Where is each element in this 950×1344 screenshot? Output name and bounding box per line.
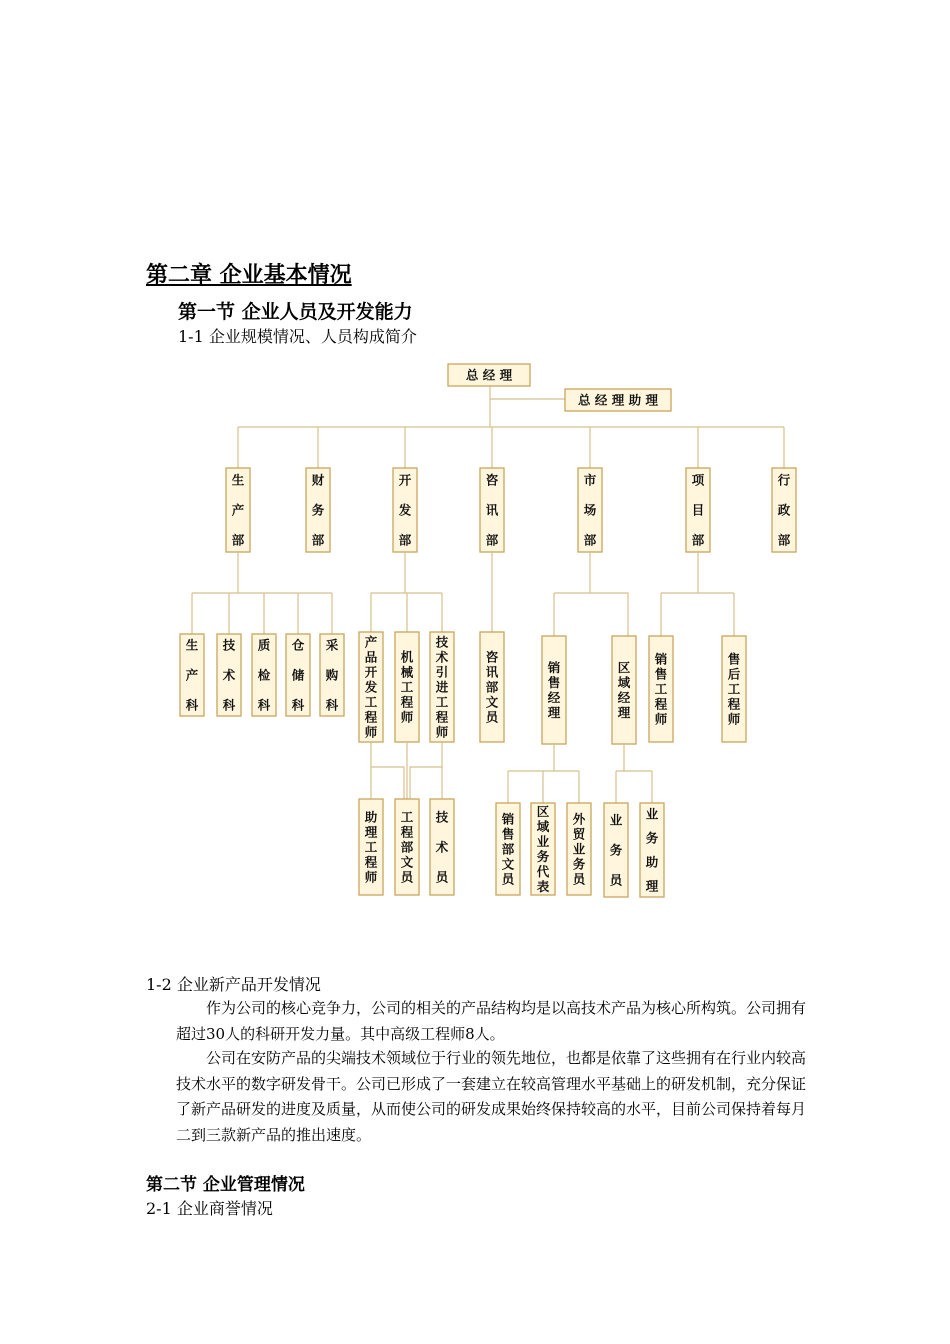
- org-node-label: 总 经 理 助 理: [578, 392, 658, 408]
- org-node: [320, 634, 344, 716]
- org-node: [180, 634, 204, 716]
- org-node-label: 业务员: [609, 812, 623, 888]
- org-node: [612, 636, 636, 744]
- org-node: [640, 803, 664, 897]
- org-node-label: 生产部: [231, 472, 245, 548]
- org-node-label: 机械工程师: [400, 649, 414, 725]
- org-node-label: 咨讯部文员: [485, 649, 499, 725]
- org-node-label: 区域业务代表: [536, 804, 550, 894]
- subsection-heading: 1-2 企业新产品开发情况: [146, 975, 321, 994]
- org-node: [393, 468, 417, 552]
- org-node-label: 采购科: [325, 637, 339, 713]
- org-node: [395, 799, 419, 895]
- org-node-label: 助理工程师: [364, 809, 378, 885]
- subsection-heading: 1-1 企业规模情况、人员构成简介: [178, 327, 417, 346]
- body-paragraph: 公司在安防产品的尖端技术领域位于行业的领先地位，也都是依靠了这些拥有在行业内较高技术水平的数字研发骨干。公司已形成了一套建立在较高管理水平基础上的研发机制，充分保证了新产品研发的进度及质量，从而使公司的研发成果始终保持较高的水平，目前公司保持着每月二到三款新产品的推出速度。: [176, 1049, 807, 1144]
- org-node: [217, 634, 241, 716]
- org-node-label: 市场部: [583, 472, 597, 548]
- org-node: [252, 634, 276, 716]
- body-paragraph: 作为公司的核心竞争力，公司的相关的产品结构均是以高技术产品为核心所构筑。公司拥有超过30人的科研开发力量。其中高级工程师8人。: [176, 999, 807, 1043]
- org-node: [430, 799, 454, 895]
- org-node: [531, 803, 555, 895]
- org-node: [359, 799, 383, 895]
- org-node-label: 技术科: [222, 637, 236, 713]
- org-node-label: 销售经理: [547, 660, 561, 720]
- org-node: [578, 468, 602, 552]
- org-node-label: 销售工程师: [654, 651, 668, 727]
- org-node-label: 产品开发工程师: [364, 634, 378, 740]
- org-node: [448, 364, 530, 386]
- org-node: [306, 468, 330, 552]
- org-node: [226, 468, 250, 552]
- org-node: [649, 636, 673, 742]
- org-node-label: 技术员: [435, 809, 449, 885]
- org-node-label: 业务助理: [645, 806, 659, 894]
- org-node-label: 销售部文员: [501, 811, 515, 887]
- org-node: [567, 803, 591, 895]
- org-node-label: 行政部: [777, 472, 791, 548]
- org-node-label: 总 经 理: [465, 367, 513, 383]
- section-title: 第一节 企业人员及开发能力: [178, 301, 413, 323]
- chapter-title: 第二章 企业基本情况: [146, 262, 352, 288]
- org-node-label: 区域经理: [617, 660, 631, 720]
- connector-line: [371, 742, 404, 799]
- org-node: [496, 803, 520, 895]
- org-node: [286, 634, 310, 716]
- org-node: [722, 636, 746, 742]
- org-node-label: 项目部: [691, 472, 705, 548]
- org-node-label: 售后工程师: [727, 651, 741, 727]
- org-node: [480, 632, 504, 742]
- org-node-label: 外贸业务员: [572, 811, 586, 887]
- org-node: [480, 468, 504, 552]
- org-node: [604, 803, 628, 897]
- org-node-label: 技术引进工程师: [435, 634, 449, 740]
- org-node-label: 开发部: [398, 472, 412, 548]
- org-node-label: 质检科: [257, 637, 271, 713]
- section-title: 第二节 企业管理情况: [146, 1175, 305, 1195]
- connector-line: [410, 742, 442, 799]
- org-node: [686, 468, 710, 552]
- connector-line: [554, 593, 628, 636]
- org-node: [395, 632, 419, 742]
- org-node-label: 财务部: [311, 472, 325, 548]
- org-node: [359, 632, 383, 742]
- subsection-heading: 2-1 企业商誉情况: [146, 1199, 273, 1218]
- org-node: [772, 468, 796, 552]
- org-node: [430, 632, 454, 742]
- org-node: [542, 636, 566, 744]
- org-node-label: 生产科: [185, 637, 199, 713]
- org-node-label: 咨讯部: [485, 472, 499, 548]
- org-node-label: 仓储科: [291, 637, 305, 713]
- org-node: [565, 389, 671, 411]
- org-node-label: 工程部文员: [400, 809, 414, 885]
